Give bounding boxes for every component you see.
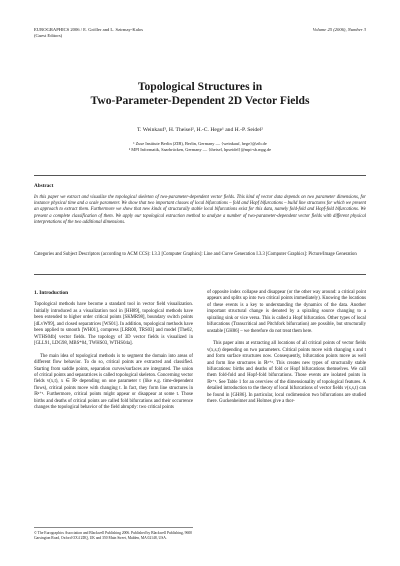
publication-line: EUROGRAPHICS 2006 / E. Gröller and L. Szirmay-Kalos bbox=[34, 27, 144, 32]
abstract-bottom-rule bbox=[34, 274, 366, 275]
affiliations bbox=[0, 141, 400, 154]
intro-paragraph-1: Topological methods have become a standard tool in vector field visualization. Initially introduced as a visualization tool in [HH89], topological methods have been extended to higher order critical points [SKMR98], boundary switch points [dLvW99], and closed separatrices [WS01]. In addition, topological methods have been applied to smooth [WH01], compress [LRR00, TRS03] and model [The02, WTHS04b] vector fields. The topology of 3D vector fields is visualized in [GLL91, LDG98, MBS*04, TWHS03, WTHS04a]. bbox=[34, 302, 193, 347]
affiliation-2: ² MPI Informatik, Saarbrücken, Germany — {theisel, hpseidel}@mpi-sb.mpg.de bbox=[128, 147, 272, 153]
publication-header bbox=[34, 27, 143, 39]
acm-categories: Categories and Subject Descriptors (according to ACM CCS): I.3.3 [Computer Graphics]: Line and Curve Generation I.3.3 [Computer Graphics]: Picture/Image Generation bbox=[34, 252, 357, 257]
intro-paragraph-3: of opposite index collapse and disappear (or the other way around: a critical point appears and splits up into two critical points immediately). Knowing the locations of these events is a key to understanding the dynamics of the data. Another important structural change is denoted by a spiraling source changing to a spiraling sink or vice versa. This is called a Hopf bifurcation. Other types of local bifurcations (Transcritical and Pitchfork bifurcation) are possible, but structurally unstable [GH86] – we therefore do not treat them here. bbox=[207, 290, 366, 334]
guest-editors-line: (Guest Editors) bbox=[34, 33, 63, 38]
left-column bbox=[34, 290, 193, 418]
intro-paragraph-2: The main idea of topological methods is to segment the domain into areas of different flow behavior. To do so, critical points are extracted and classified. Starting from saddle points, separation curves/surfaces are integrated. The union of critical points and separatrices is called topological skeleton. Concerning vector fields v(x,t), x ∈ ℝⁿ depending on one parameter t (like e.g. time-dependent flows), critical points move with changing t. In fact, they form line structures in ℝⁿ⁺¹. Furthermore, critical points might appear or disappear at some t. Those births and deaths of critical points are called fold bifurcations and their occurrence changes the topological behavior of the field abruptly: two critical points bbox=[34, 353, 193, 411]
paper-title bbox=[0, 80, 400, 108]
section-heading-introduction: 1. Introduction bbox=[34, 290, 69, 296]
affiliation-1: ¹ Zuse Institute Berlin (ZIB), Berlin, Germany — {weinkauf, hege}@zib.de bbox=[133, 141, 267, 146]
title-line-2: Two-Parameter-Dependent 2D Vector Fields bbox=[90, 94, 310, 107]
copyright-footnote: © The Eurographics Association and Blackwell Publishing 2006. Published by Blackwell Publishing, 9600 Garsington Road, Oxford OX4 2DQ, UK and 350 Main Street, Malden, MA 02148, USA. bbox=[34, 527, 193, 541]
author-list: T. Weinkauf¹, H. Theisel², H.-C. Hege¹ and H.-P. Seidel² bbox=[137, 127, 263, 133]
abstract-top-rule bbox=[34, 175, 366, 176]
intro-paragraph-4: This paper aims at extracting all locations of all critical points of vector fields v(x,s,t) depending on two parameters. Critical points move with changing s and t and form surface structures now. Consequently, bifurcation points move as well and form line structures in ℝ²⁺². This creates new types of structurally stable bifurcations: births and deaths of fold or Hopf bifurcations themselves. We call them fold-fold and Hopf-fold bifurcations. Those events are isolated points in ℝ²⁺². See Table 1 for an overview of the dimensionality of topological features. A detailed introduction to the theory of local bifurcations of vector fields v(x,s,t) can be found in [GH86]. In particular, local codimension two bifurcations are studied there. Guckenheimer and Holmes give a thor- bbox=[207, 341, 366, 405]
volume-info: Volume 25 (2006), Number 3 bbox=[312, 27, 366, 32]
abstract-body: In this paper we extract and visualize the topological skeleton of two-parameter-dependent vector fields. This kind of vector data depends on two parameter dimensions, for instance physical time and a scale parameter. We show that two important classes of local bifurcations – fold and Hopf bifurcations – build line structures for which we present an approach to extract them. Furthermore we show that new kinds of structurally stable local bifurcations exist for this data, namely fold-fold and Hopf-fold bifurcations. We present a complete classification of them. We apply our topological extraction method to analyze a number of two-parameter-dependent vector fields with different physical interpretations of the two additional dimensions. bbox=[34, 195, 366, 225]
title-line-1: Topological Structures in bbox=[137, 80, 263, 93]
right-column bbox=[207, 290, 366, 412]
abstract-heading: Abstract bbox=[34, 183, 54, 189]
